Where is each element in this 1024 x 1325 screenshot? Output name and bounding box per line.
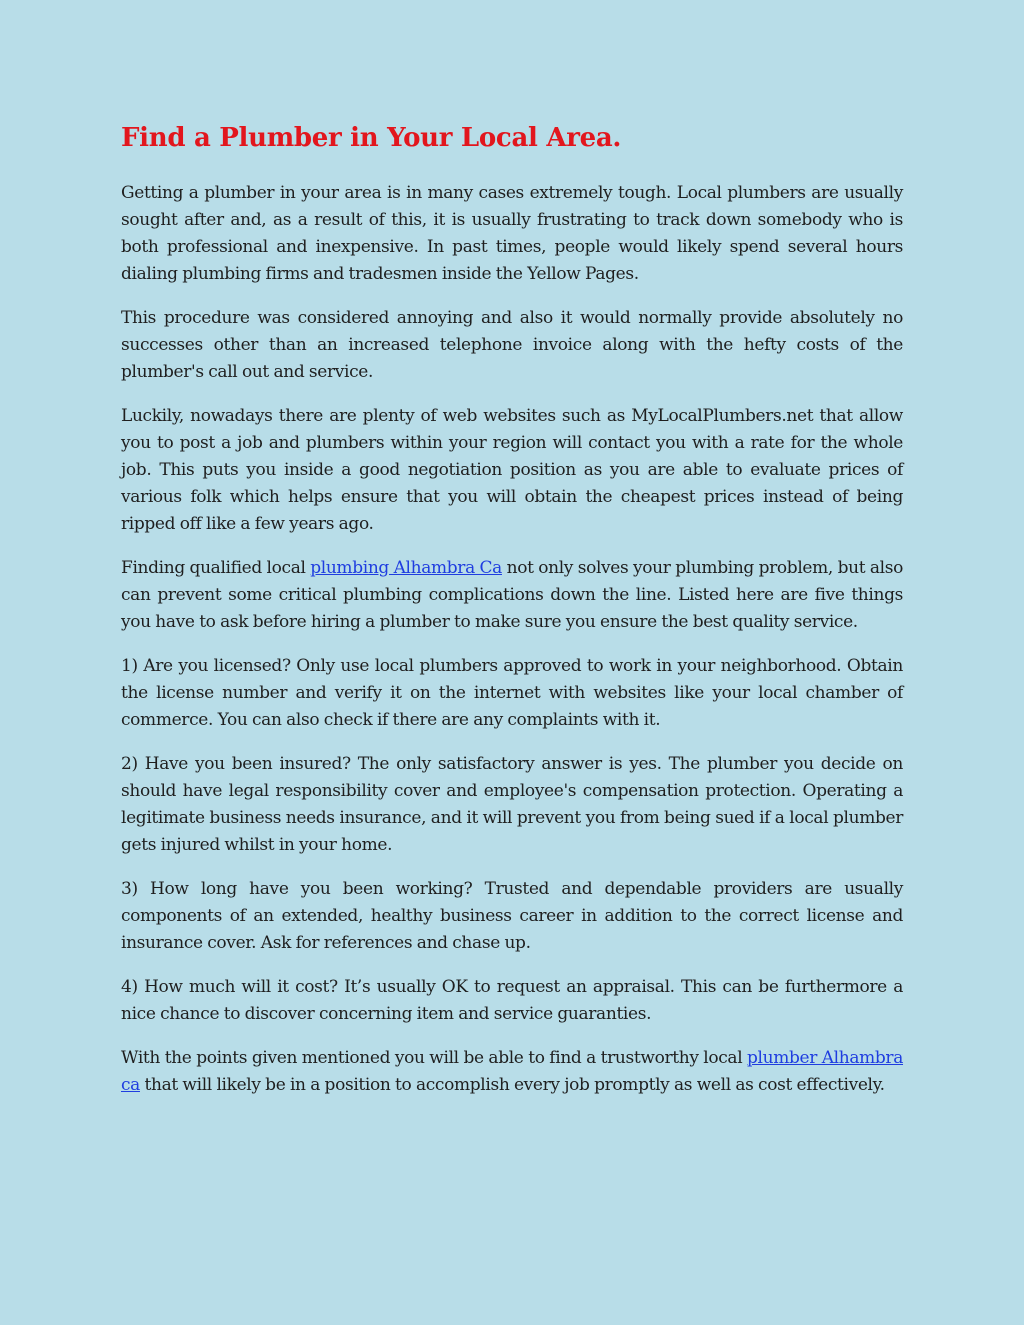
paragraph-question-cost: 4) How much will it cost? It’s usually OK to request an appraisal. This can be furthermore a nice chance to discover concerning item and service guaranties.	[121, 977, 903, 1024]
paragraph-question-experience: 3) How long have you been working? Trusted and dependable providers are usually components of an extended, healthy business career in addition to the correct license and insurance cover. Ask for references and chase up.	[121, 879, 903, 953]
paragraph-text: With the points given mentioned you will be able to find a trustworthy local	[121, 1048, 748, 1068]
plumbing-alhambra-link[interactable]: plumbing Alhambra Ca	[310, 558, 502, 578]
paragraph-text: that will likely be in a position to accomplish every job promptly as well as cost effectively.	[139, 1075, 885, 1095]
document-page	[121, 118, 903, 1116]
paragraph-conclusion	[121, 1045, 903, 1099]
paragraph-procedure: This procedure was considered annoying and also it would normally provide absolutely no successes other than an increased telephone invoice along with the hefty costs of the plumber's call out and service.	[121, 308, 903, 382]
paragraph-intro: Getting a plumber in your area is in many cases extremely tough. Local plumbers are usually sought after and, as a result of this, it is usually frustrating to track down somebody who is both professional and inexpensive. In past times, people would likely spend several hours dialing plumbing firms and tradesmen inside the Yellow Pages.	[121, 183, 903, 284]
paragraph-websites: Luckily, nowadays there are plenty of web websites such as MyLocalPlumbers.net that allow you to post a job and plumbers within your region will contact you with a rate for the whole job. This puts you inside a good negotiation position as you are able to evaluate prices of various folk which helps ensure that you will obtain the cheapest prices instead of being ripped off like a few years ago.	[121, 406, 903, 534]
paragraph-text: Finding qualified local	[121, 558, 311, 578]
plumber-alhambra-link[interactable]: plumber Alhambra ca	[121, 1048, 903, 1095]
paragraph-qualified-local	[121, 555, 903, 636]
paragraph-question-insured: 2) Have you been insured? The only satisfactory answer is yes. The plumber you decide on should have legal responsibility cover and employee's compensation protection. Operating a legitimate business needs insurance, and it will prevent you from being sued if a local plumber gets injured whilst in your home.	[121, 754, 903, 855]
page-title: Find a Plumber in Your Local Area.	[121, 123, 622, 153]
paragraph-text: not only solves your plumbing problem, but also can prevent some critical plumbing complications down the line. Listed here are five things you have to ask before hiring a plumber to make sure you ensure the best quality service.	[121, 558, 903, 632]
paragraph-question-licensed: 1) Are you licensed? Only use local plumbers approved to work in your neighborhood. Obtain the license number and verify it on the internet with websites like your local chamber of commerce. You can also check if there are any complaints with it.	[121, 656, 903, 730]
